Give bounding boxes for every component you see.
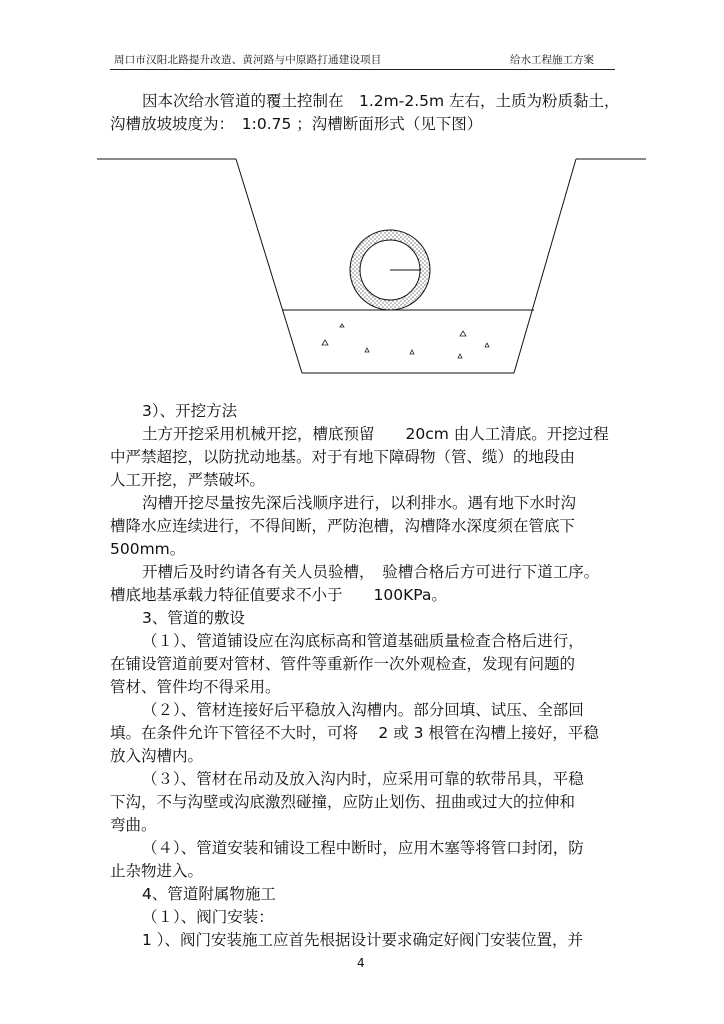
heading-excavation-method: 3）、开挖方法 <box>142 402 238 420</box>
excavation-p3-line-1: 开槽后及时约请各有关人员验槽， 验槽合格后方可进行下道工序。 <box>142 563 600 581</box>
pipe-laying-item4-line-2: 止杂物进入。 <box>110 862 204 880</box>
page-number: 4 <box>357 956 365 970</box>
pipe-laying-item2-line-2: 填。在条件允许下管径不大时，可将 2 或 3 根管在沟槽上接好，平稳 <box>110 724 599 742</box>
bedding-aggregate-marks <box>322 324 489 358</box>
excavation-p2-line-3: 500mm。 <box>110 540 186 558</box>
pipe-laying-item3-line-1: （３）、管材在吊动及放入沟内时，应采用可靠的软带吊具，平稳 <box>142 770 584 788</box>
pipe-laying-item2-line-1: （２）、管材连接好后平稳放入沟槽内。部分回填、试压、全部回 <box>142 701 584 719</box>
intro-line-1: 因本次给水管道的覆土控制在 1.2m-2.5m 左右，土质为粉质黏土， <box>142 92 620 110</box>
intro-line-2: 沟槽放坡坡度为： 1:0.75 ；沟槽断面形式（见下图） <box>110 115 483 133</box>
pipe-laying-item1-line-3: 管材、管件均不得采用。 <box>110 678 281 696</box>
excavation-p1-line-3: 人工开挖，严禁破坏。 <box>110 471 266 489</box>
excavation-p2-line-1: 沟槽开挖尽量按先深后浅顺序进行，以利排水。遇有地下水时沟 <box>142 494 577 512</box>
pipe-laying-item1-line-2: 在铺设管道前要对管材、管件等重新作一次外观检查，发现有问题的 <box>110 655 576 673</box>
excavation-p1-line-2: 中严禁超挖，以防扰动地基。对于有地下障碍物（管、缆）的地段由 <box>110 448 576 466</box>
excavation-p1-line-1: 土方开挖采用机械开挖，槽底预留 20cm 由人工清底。开挖过程 <box>142 425 609 443</box>
pipe-laying-item2-line-3: 放入沟槽内。 <box>110 747 204 765</box>
pipe-laying-item3-line-2: 下沟，不与沟壁或沟底激烈碰撞，应防止划伤、扭曲或过大的拉伸和 <box>110 793 576 811</box>
heading-pipe-laying: 3、管道的敷设 <box>142 609 245 627</box>
pipe-laying-item4-line-1: （４）、管道安装和铺设工程中断时，应用木塞等将管口封闭，防 <box>142 839 584 857</box>
header-project-title: 周口市汉阳北路提升改造、黄河路与中原路打通建设项目 <box>114 54 382 66</box>
heading-pipe-accessories: 4、管道附属物施工 <box>142 885 276 903</box>
valve-item1-line-1: 1 ）、阀门安装施工应首先根据设计要求确定好阀门安装位置，并 <box>142 931 584 949</box>
excavation-p3-line-2: 槽底地基承载力特征值要求不小于 100KPa。 <box>110 586 447 604</box>
header-doc-title: 给水工程施工方案 <box>510 54 594 66</box>
pipe-laying-item1-line-1: （１）、管道铺设应在沟底标高和管道基础质量检查合格后进行， <box>142 632 584 650</box>
subheading-valve-installation: （１）、阀门安装： <box>142 908 274 926</box>
pipe-section <box>350 230 430 310</box>
excavation-p2-line-2: 槽降水应连续进行，不得间断，严防泡槽，沟槽降水深度须在管底下 <box>110 517 576 535</box>
pipe-laying-item3-line-3: 弯曲。 <box>110 816 157 834</box>
